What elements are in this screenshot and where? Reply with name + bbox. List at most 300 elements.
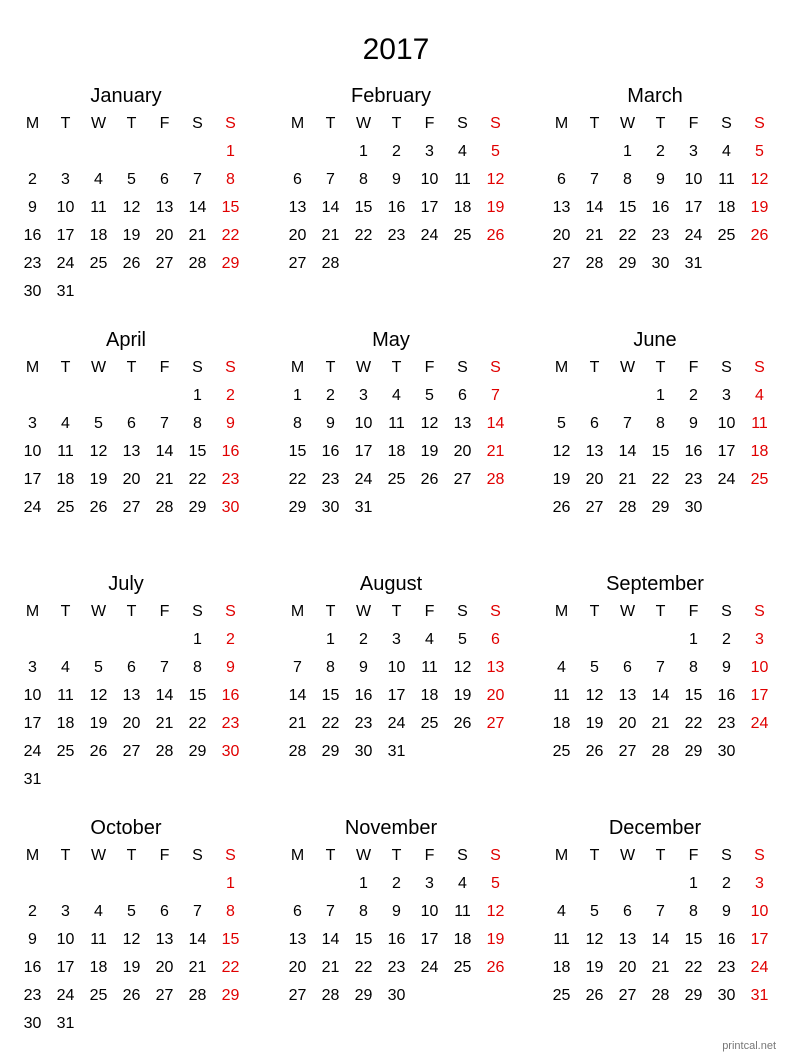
day-cell: 3 [359,387,368,404]
day-cell: 9 [28,199,37,216]
day-cell: 28 [288,743,307,760]
day-cell: 19 [122,227,141,244]
day-cell: 29 [188,743,207,760]
day-cell: 20 [618,715,637,732]
day-cell: 6 [557,171,566,188]
day-cell: 31 [23,771,42,788]
day-cell: 18 [453,931,472,948]
weekday-header: T [655,603,666,620]
weekday-header: F [159,603,170,620]
day-cell: 18 [717,199,736,216]
day-cell: 30 [23,1015,42,1032]
weekday-header: S [754,359,765,376]
day-cell: 2 [722,631,731,648]
weekday-header: W [619,115,636,132]
day-cell: 21 [188,959,207,976]
day-cell: 9 [689,415,698,432]
day-cell: 22 [684,715,703,732]
weekday-header: W [90,847,107,864]
day-cell: 26 [89,499,108,516]
day-cell: 22 [321,715,340,732]
weekday-header: S [457,603,468,620]
day-cell: 11 [718,171,735,188]
day-cell: 22 [684,959,703,976]
day-cell: 30 [387,987,406,1004]
day-cell: 14 [288,687,307,704]
day-cell: 16 [717,687,736,704]
day-cell: 20 [155,227,174,244]
weekday-header: W [619,847,636,864]
weekday-header: S [721,603,732,620]
day-cell: 13 [288,199,307,216]
day-cell: 1 [193,387,202,404]
day-cell: 14 [618,443,637,460]
day-cell: 11 [553,687,570,704]
day-cell: 2 [326,387,335,404]
day-cell: 4 [557,659,566,676]
day-cell: 16 [23,959,42,976]
day-cell: 24 [354,471,373,488]
day-cell: 11 [57,443,74,460]
day-cell: 25 [750,471,769,488]
day-cell: 11 [553,931,570,948]
day-cell: 24 [684,227,703,244]
day-cell: 5 [425,387,434,404]
month-name: October [90,817,162,839]
day-cell: 4 [557,903,566,920]
day-cell: 25 [453,227,472,244]
weekday-header: F [159,115,170,132]
day-cell: 21 [585,227,604,244]
weekday-header: M [554,115,569,132]
day-cell: 10 [420,903,439,920]
day-cell: 26 [750,227,769,244]
weekday-header: S [225,603,236,620]
day-cell: 15 [684,687,703,704]
day-cell: 12 [486,903,505,920]
weekday-header: S [754,847,765,864]
day-cell: 27 [618,743,637,760]
day-cell: 10 [420,171,439,188]
day-cell: 19 [486,199,505,216]
day-cell: 27 [122,743,141,760]
month-name: July [108,573,144,595]
day-cell: 6 [160,903,169,920]
weekday-header: T [325,847,336,864]
day-cell: 20 [486,687,505,704]
weekday-header: T [589,847,600,864]
day-cell: 10 [717,415,736,432]
day-cell: 18 [56,471,75,488]
day-cell: 26 [420,471,439,488]
day-cell: 20 [288,959,307,976]
day-cell: 12 [585,931,604,948]
day-cell: 2 [226,631,235,648]
month-name: April [105,329,146,351]
calendar-year-title: 2017 [362,33,430,66]
day-cell: 9 [226,659,235,676]
day-cell: 12 [750,171,769,188]
day-cell: 18 [552,959,571,976]
day-cell: 25 [89,987,108,1004]
weekday-header: W [355,847,372,864]
weekday-header: M [554,359,569,376]
weekday-header: S [192,359,203,376]
day-cell: 24 [750,715,769,732]
weekday-header: M [25,359,40,376]
day-cell: 7 [160,415,169,432]
day-cell: 4 [755,387,764,404]
day-cell: 28 [155,743,174,760]
day-cell: 6 [293,903,302,920]
day-cell: 9 [326,415,335,432]
day-cell: 28 [651,743,670,760]
day-cell: 17 [684,199,703,216]
day-cell: 4 [722,143,731,160]
day-cell: 21 [321,227,340,244]
weekday-header: T [589,359,600,376]
month-name: September [606,573,704,595]
day-cell: 3 [689,143,698,160]
day-cell: 20 [122,471,141,488]
day-cell: 29 [221,987,240,1004]
day-cell: 26 [122,987,141,1004]
day-cell: 8 [656,415,665,432]
day-cell: 16 [387,199,406,216]
weekday-header: F [159,847,170,864]
day-cell: 25 [420,715,439,732]
day-cell: 23 [23,255,42,272]
day-cell: 17 [750,931,769,948]
weekday-header: T [391,359,402,376]
day-cell: 8 [293,415,302,432]
day-cell: 10 [750,903,769,920]
day-cell: 27 [552,255,571,272]
day-cell: 23 [221,715,240,732]
day-cell: 19 [750,199,769,216]
day-cell: 17 [354,443,373,460]
day-cell: 12 [486,171,505,188]
day-cell: 2 [28,171,37,188]
day-cell: 31 [56,1015,75,1032]
day-cell: 2 [28,903,37,920]
day-cell: 7 [326,903,335,920]
weekday-header: S [192,115,203,132]
day-cell: 16 [717,931,736,948]
day-cell: 1 [689,631,698,648]
day-cell: 12 [89,443,108,460]
day-cell: 5 [94,659,103,676]
day-cell: 19 [585,715,604,732]
day-cell: 4 [458,143,467,160]
weekday-header: T [126,847,137,864]
day-cell: 13 [618,931,637,948]
day-cell: 20 [155,959,174,976]
day-cell: 18 [89,959,108,976]
day-cell: 15 [651,443,670,460]
day-cell: 22 [354,227,373,244]
day-cell: 8 [689,659,698,676]
weekday-header: W [90,359,107,376]
day-cell: 14 [321,931,340,948]
day-cell: 8 [193,659,202,676]
day-cell: 23 [717,715,736,732]
weekday-header: M [25,847,40,864]
weekday-header: M [554,847,569,864]
month-name: May [372,329,410,351]
day-cell: 18 [56,715,75,732]
day-cell: 23 [651,227,670,244]
day-cell: 8 [226,171,235,188]
day-cell: 23 [321,471,340,488]
day-cell: 14 [486,415,505,432]
day-cell: 15 [354,199,373,216]
day-cell: 7 [656,659,665,676]
day-cell: 21 [651,715,670,732]
day-cell: 4 [61,659,70,676]
weekday-header: M [290,115,305,132]
day-cell: 3 [425,875,434,892]
day-cell: 11 [388,415,405,432]
day-cell: 29 [354,987,373,1004]
day-cell: 12 [122,199,141,216]
day-cell: 1 [689,875,698,892]
day-cell: 1 [226,143,235,160]
weekday-header: S [225,359,236,376]
weekday-header: W [355,115,372,132]
day-cell: 3 [28,415,37,432]
day-cell: 2 [392,875,401,892]
weekday-header: M [290,359,305,376]
day-cell: 22 [188,715,207,732]
day-cell: 3 [722,387,731,404]
day-cell: 4 [458,875,467,892]
weekday-header: T [60,359,71,376]
day-cell: 18 [453,199,472,216]
day-cell: 22 [651,471,670,488]
day-cell: 9 [392,171,401,188]
day-cell: 17 [420,931,439,948]
day-cell: 8 [623,171,632,188]
day-cell: 6 [458,387,467,404]
day-cell: 27 [155,255,174,272]
day-cell: 14 [651,687,670,704]
day-cell: 3 [61,171,70,188]
day-cell: 16 [387,931,406,948]
weekday-header: S [490,603,501,620]
day-cell: 14 [585,199,604,216]
day-cell: 29 [651,499,670,516]
day-cell: 30 [221,499,240,516]
day-cell: 3 [392,631,401,648]
day-cell: 5 [557,415,566,432]
day-cell: 7 [160,659,169,676]
day-cell: 26 [122,255,141,272]
day-cell: 12 [122,931,141,948]
day-cell: 1 [359,143,368,160]
day-cell: 30 [354,743,373,760]
day-cell: 8 [326,659,335,676]
day-cell: 19 [585,959,604,976]
day-cell: 15 [618,199,637,216]
day-cell: 29 [188,499,207,516]
day-cell: 22 [221,959,240,976]
day-cell: 22 [354,959,373,976]
day-cell: 17 [750,687,769,704]
day-cell: 27 [618,987,637,1004]
weekday-header: T [325,359,336,376]
day-cell: 21 [651,959,670,976]
day-cell: 6 [127,659,136,676]
weekday-header: F [424,847,435,864]
day-cell: 4 [61,415,70,432]
day-cell: 25 [717,227,736,244]
day-cell: 18 [420,687,439,704]
weekday-header: T [391,115,402,132]
day-cell: 27 [122,499,141,516]
weekday-header: S [754,115,765,132]
day-cell: 8 [359,171,368,188]
day-cell: 20 [618,959,637,976]
weekday-header: W [619,603,636,620]
day-cell: 9 [359,659,368,676]
day-cell: 27 [453,471,472,488]
day-cell: 26 [585,743,604,760]
day-cell: 21 [288,715,307,732]
weekday-header: T [126,115,137,132]
day-cell: 11 [90,931,107,948]
day-cell: 1 [656,387,665,404]
day-cell: 19 [552,471,571,488]
day-cell: 5 [590,903,599,920]
day-cell: 30 [717,743,736,760]
day-cell: 25 [552,743,571,760]
day-cell: 15 [221,931,240,948]
day-cell: 28 [486,471,505,488]
day-cell: 9 [28,931,37,948]
day-cell: 11 [57,687,74,704]
day-cell: 27 [486,715,505,732]
day-cell: 15 [221,199,240,216]
day-cell: 5 [491,143,500,160]
weekday-header: T [391,847,402,864]
day-cell: 10 [23,687,42,704]
day-cell: 21 [321,959,340,976]
day-cell: 30 [651,255,670,272]
weekday-header: M [25,115,40,132]
day-cell: 19 [89,715,108,732]
day-cell: 31 [56,283,75,300]
day-cell: 25 [387,471,406,488]
day-cell: 28 [155,499,174,516]
weekday-header: T [60,847,71,864]
weekday-header: S [721,359,732,376]
weekday-header: S [490,359,501,376]
day-cell: 26 [486,959,505,976]
weekday-header: S [225,847,236,864]
day-cell: 14 [188,199,207,216]
day-cell: 8 [359,903,368,920]
weekday-header: S [754,603,765,620]
day-cell: 29 [684,743,703,760]
weekday-header: T [589,603,600,620]
weekday-header: F [159,359,170,376]
day-cell: 19 [420,443,439,460]
weekday-header: S [192,847,203,864]
day-cell: 22 [618,227,637,244]
day-cell: 5 [458,631,467,648]
day-cell: 25 [56,743,75,760]
day-cell: 16 [221,687,240,704]
weekday-header: T [126,603,137,620]
day-cell: 10 [56,199,75,216]
day-cell: 4 [392,387,401,404]
day-cell: 2 [392,143,401,160]
day-cell: 18 [89,227,108,244]
weekday-header: S [721,115,732,132]
day-cell: 26 [552,499,571,516]
weekday-header: M [25,603,40,620]
day-cell: 15 [684,931,703,948]
day-cell: 19 [122,959,141,976]
weekday-header: T [655,847,666,864]
weekday-header: W [90,603,107,620]
day-cell: 23 [717,959,736,976]
day-cell: 10 [684,171,703,188]
day-cell: 17 [23,715,42,732]
day-cell: 24 [23,743,42,760]
weekday-header: W [90,115,107,132]
day-cell: 14 [188,931,207,948]
day-cell: 3 [61,903,70,920]
day-cell: 26 [585,987,604,1004]
day-cell: 15 [354,931,373,948]
weekday-header: S [192,603,203,620]
day-cell: 1 [193,631,202,648]
day-cell: 13 [585,443,604,460]
day-cell: 1 [359,875,368,892]
day-cell: 28 [618,499,637,516]
day-cell: 9 [722,659,731,676]
day-cell: 23 [387,227,406,244]
day-cell: 17 [23,471,42,488]
weekday-header: W [355,603,372,620]
weekday-header: S [457,359,468,376]
day-cell: 19 [486,931,505,948]
day-cell: 30 [717,987,736,1004]
day-cell: 3 [755,631,764,648]
day-cell: 21 [618,471,637,488]
day-cell: 21 [486,443,505,460]
weekday-header: M [290,847,305,864]
day-cell: 21 [155,471,174,488]
day-cell: 10 [23,443,42,460]
day-cell: 16 [684,443,703,460]
day-cell: 29 [618,255,637,272]
day-cell: 31 [387,743,406,760]
day-cell: 15 [288,443,307,460]
day-cell: 2 [689,387,698,404]
day-cell: 14 [321,199,340,216]
weekday-header: T [126,359,137,376]
day-cell: 15 [188,687,207,704]
day-cell: 7 [623,415,632,432]
day-cell: 30 [321,499,340,516]
day-cell: 8 [193,415,202,432]
day-cell: 8 [689,903,698,920]
day-cell: 17 [420,199,439,216]
day-cell: 17 [387,687,406,704]
